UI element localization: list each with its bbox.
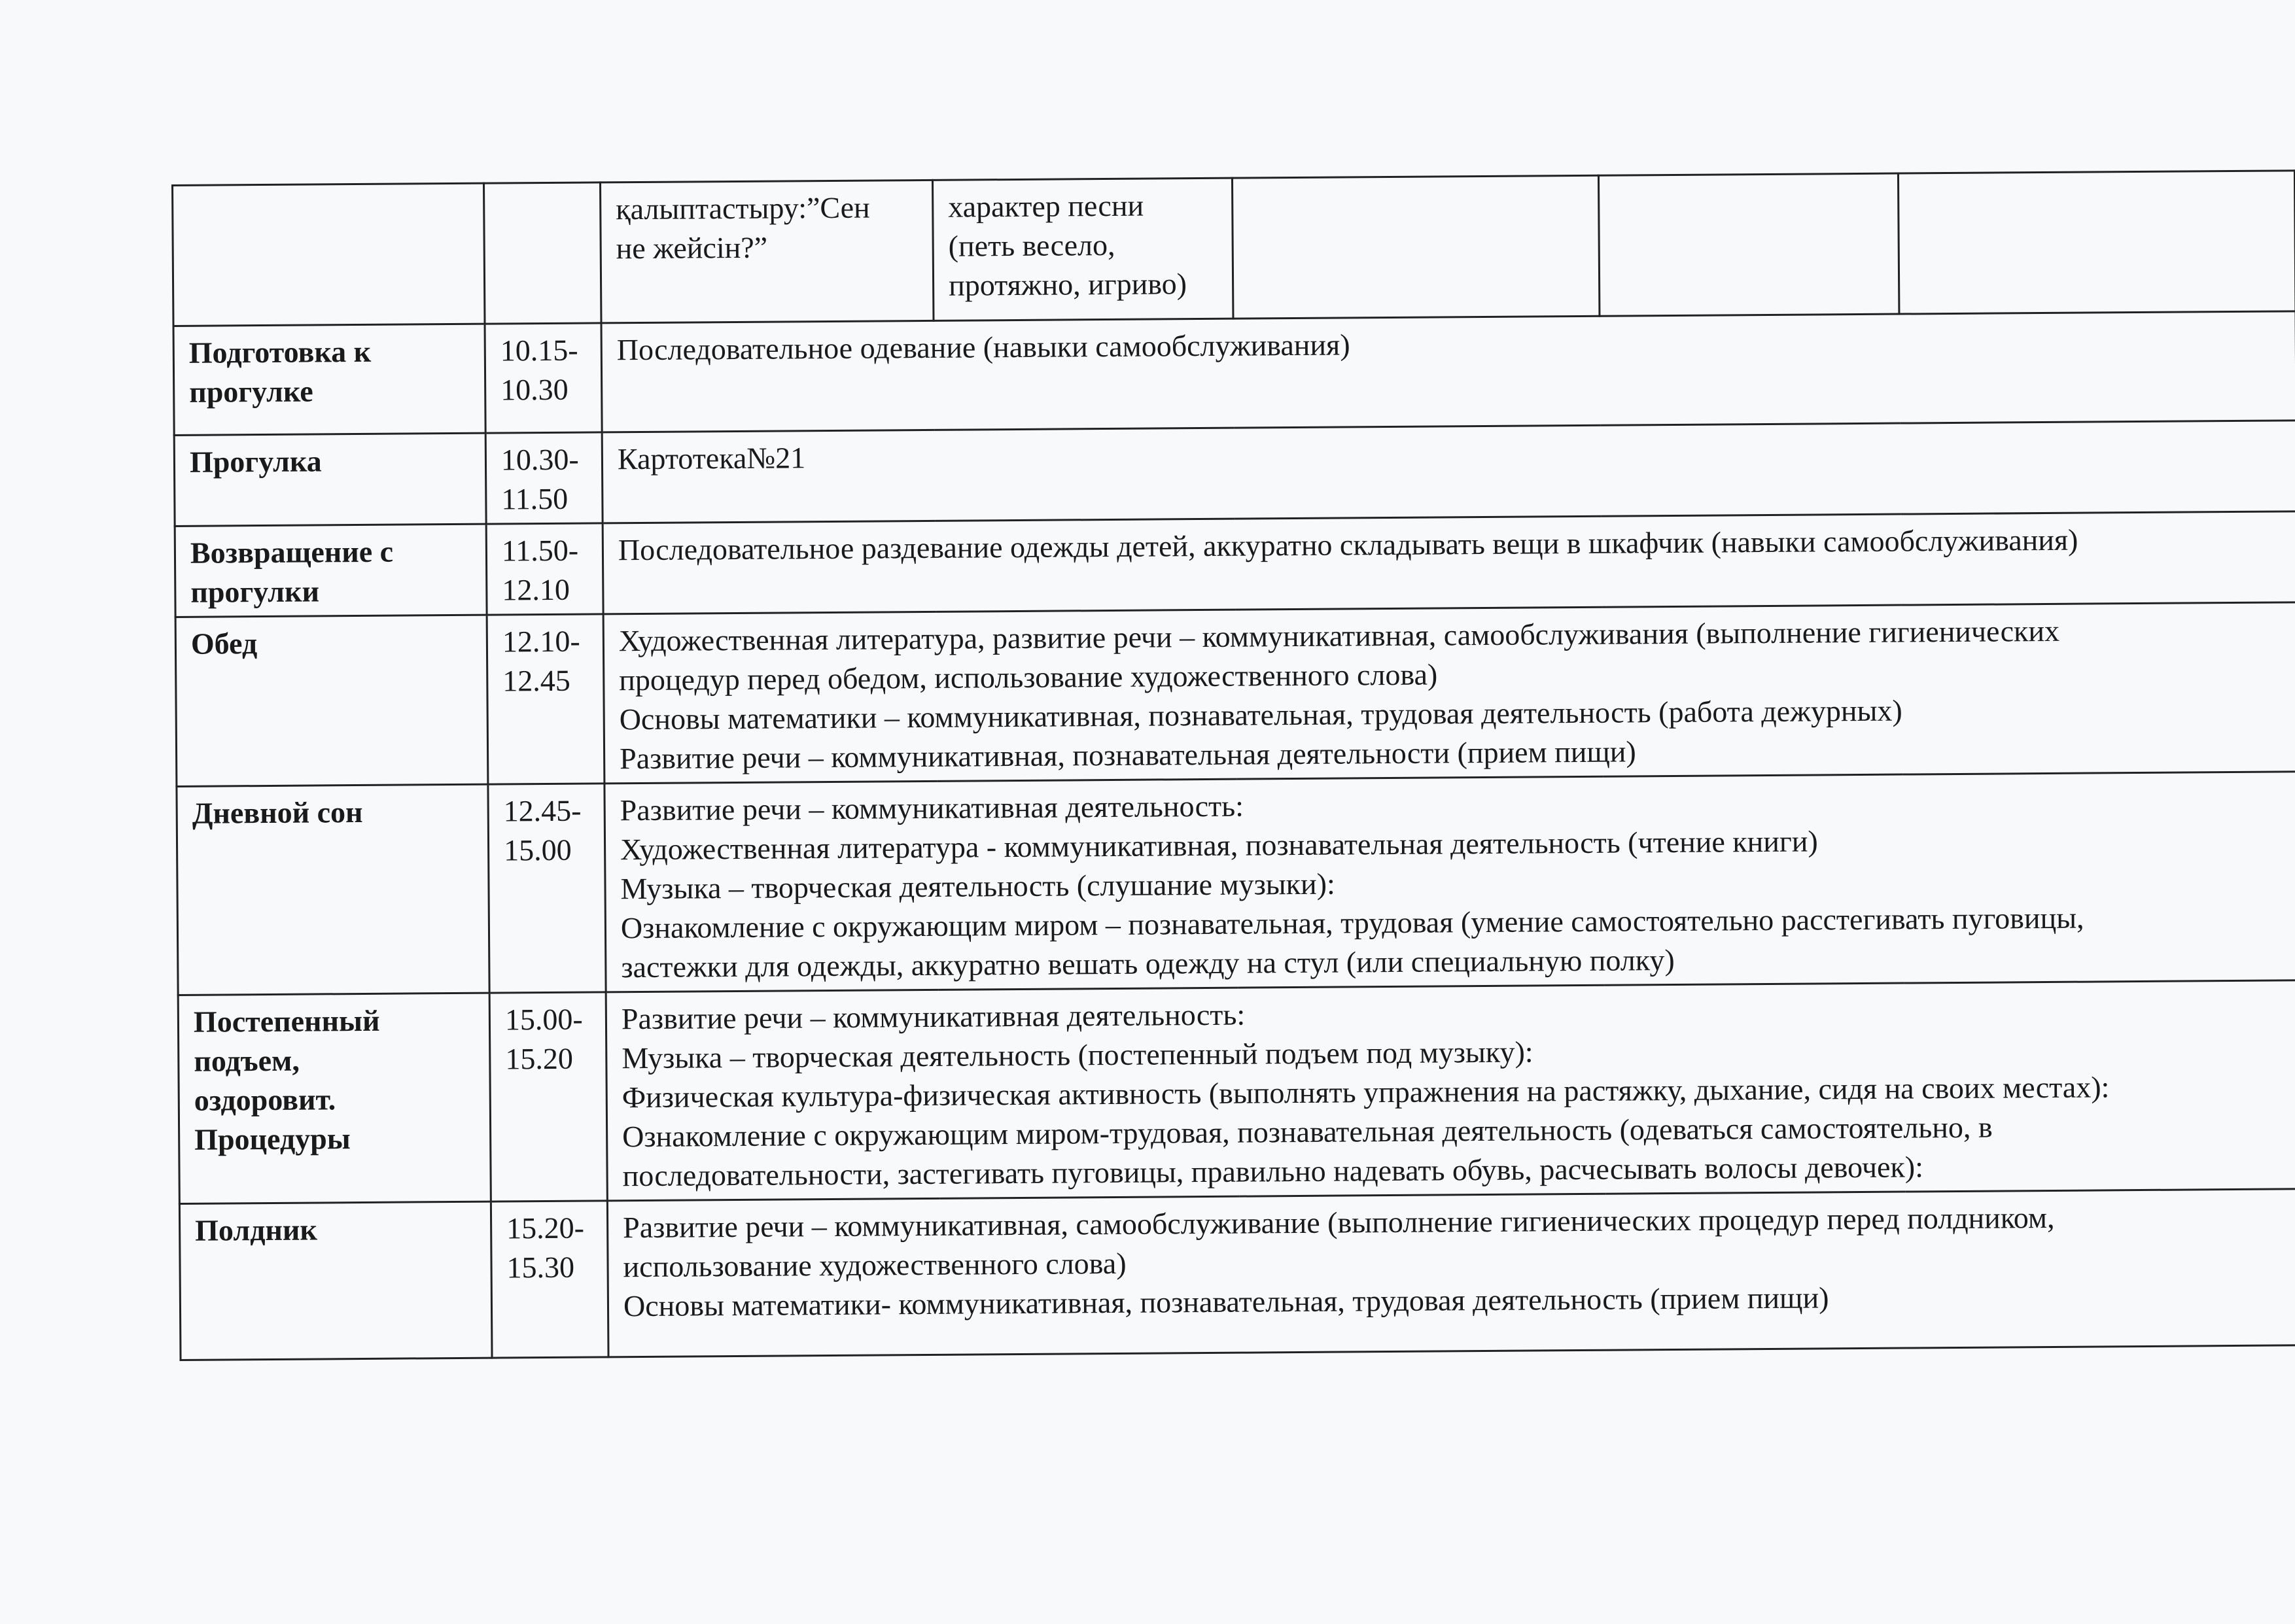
activity-name-cell: [179, 1201, 492, 1360]
content-line: Художественная литература - коммуникативная, познавательная деятельность (чтение книги): [620, 824, 1818, 867]
content-cell: [604, 772, 2295, 992]
content-line: процедур перед обедом, использование художественного слова): [619, 657, 1438, 697]
time-range: 10.30: [500, 372, 569, 407]
activity-name-cell: [175, 615, 488, 786]
table-row: [179, 1189, 2295, 1360]
table-row: [175, 602, 2295, 787]
time-range: 15.00-: [504, 1002, 583, 1037]
activity-name-cell: [177, 784, 489, 995]
table-row: [174, 421, 2295, 527]
content-cell: [606, 980, 2295, 1201]
content-line: Музыка – творческая деятельность (слушание музыки):: [620, 867, 1335, 906]
time-cell: [487, 614, 604, 784]
time-range: 12.45-: [503, 793, 582, 828]
content-line: Развитие речи – коммуникативная деятельность:: [620, 789, 1244, 827]
table-row: [173, 171, 2295, 326]
activity-name-cell: [178, 993, 491, 1203]
activity-name: прогулке: [189, 374, 313, 409]
activity-name-cell: [173, 183, 485, 326]
content-cell: [602, 421, 2295, 523]
content-line: последовательности, застегивать пуговицы, правильно надевать обувь, расчесывать волосы девочек):: [622, 1150, 1924, 1193]
time-range: 11.50-: [501, 533, 579, 568]
content-line: застежки для одежды, аккуратно вешать одежду на стул (или специальную полку): [621, 942, 1675, 984]
time-range: 10.15-: [500, 333, 578, 368]
activity-name: Процедуры: [194, 1122, 351, 1156]
table-row: [173, 311, 2295, 436]
time-range: 10.30-: [500, 442, 579, 477]
time-cell: [485, 323, 602, 433]
time-range: 12.10-: [502, 624, 580, 659]
time-range: 15.20-: [506, 1211, 585, 1245]
content-line: Физическая культура-физическая активность (выполнять упражнения на растяжку, дыхание, сидя на своих местах):: [622, 1070, 2110, 1114]
daily-schedule-table: [171, 169, 2295, 1361]
content-line: Развитие речи – коммуникативная, самообслуживание (выполнение гигиенических процедур перед полдником,: [622, 1200, 2055, 1245]
time-cell: [483, 182, 601, 324]
empty-cell: [1898, 171, 2295, 314]
content-line: Ознакомление с окружающим миром-трудовая, познавательная деятельность (одеваться самостоятельно, в: [622, 1110, 1993, 1154]
content-line: Развитие речи – коммуникативная деятельность:: [621, 997, 1246, 1036]
content-line: Основы математики – коммуникативная, познавательная, трудовая деятельность (работа дежурных): [619, 693, 1902, 736]
table-row: [178, 980, 2295, 1204]
content-line: Основы математики- коммуникативная, познавательная, трудовая деятельность (прием пищи): [623, 1281, 1829, 1323]
content-line: Последовательное раздевание одежды детей, аккуратно складывать вещи в шкафчик (навыки самообслуживания): [618, 523, 2078, 567]
time-range: 12.10: [502, 572, 570, 607]
content-line: Художественная литература, развитие речи – коммуникативная, самообслуживания (выполнение гигиенических: [618, 613, 2060, 658]
activity-name-cell: [175, 524, 487, 617]
content-line: Музыка – творческая деятельность (постепенный подъем под музыку):: [622, 1035, 1533, 1075]
empty-cell: [1598, 173, 1899, 316]
content-cell: [601, 311, 2295, 432]
content-line: использование художественного слова): [623, 1246, 1127, 1284]
activity-name: Возвращение с: [190, 534, 394, 570]
activity-name: Постепенный: [193, 1003, 380, 1039]
empty-cell: [1232, 175, 1599, 319]
time-range: 15.20: [505, 1041, 574, 1076]
content-line: Картотека№21: [617, 441, 806, 476]
activity-name: Дневной сон: [192, 795, 363, 830]
time-range: 15.30: [506, 1250, 575, 1285]
activity-name: прогулки: [190, 574, 320, 609]
time-range: 15.00: [503, 833, 572, 867]
activity-name: Полдник: [194, 1213, 318, 1247]
content-line: Ознакомление с окружающим миром – познавательная, трудовая (умение самостоятельно расстегивать пуговицы,: [620, 901, 2084, 945]
content-cell: характер песни (петь весело, протяжно, игриво): [932, 178, 1233, 320]
content-cell: [607, 1189, 2295, 1357]
time-cell: [486, 523, 603, 615]
activity-name: подъем,: [194, 1043, 300, 1078]
time-range: 11.50: [501, 481, 569, 516]
activity-name: Обед: [190, 627, 258, 661]
time-cell: [489, 992, 607, 1201]
activity-name: Подготовка к: [188, 334, 372, 370]
time-cell: [488, 784, 606, 993]
content-cell: [603, 602, 2295, 784]
table-row: [177, 772, 2295, 995]
content-line: Последовательное одевание (навыки самообслуживания): [616, 328, 1350, 367]
content-cell: қалыптастыру:”Сен не жейсін?”: [600, 180, 933, 323]
activity-name-cell: [174, 433, 486, 526]
content-line: Развитие речи – коммуникативная, познавательная деятельности (прием пищи): [619, 734, 1636, 776]
activity-name: оздоровит.: [194, 1082, 336, 1117]
table-row: [175, 511, 2295, 617]
time-range: 12.45: [502, 663, 570, 698]
time-cell: [491, 1201, 608, 1358]
activity-name: Прогулка: [189, 444, 322, 479]
activity-name-cell: [173, 324, 485, 435]
content-cell: [603, 511, 2295, 614]
time-cell: [485, 432, 603, 524]
